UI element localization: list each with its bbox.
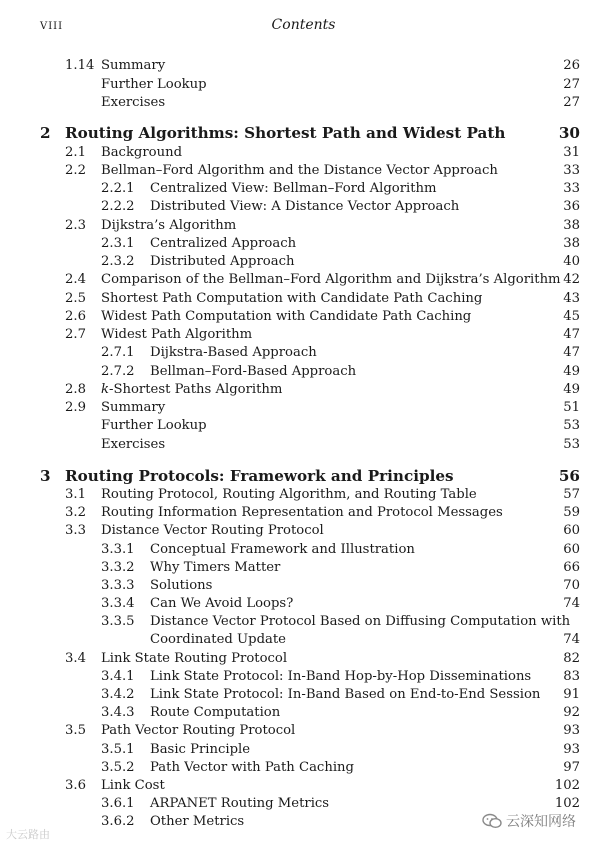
toc-row	[0, 235, 607, 253]
toc-page-number: 33	[563, 181, 580, 196]
toc-title: Why Timers Matter	[150, 560, 281, 575]
toc-page-number: 83	[563, 669, 580, 684]
toc-page-number: 82	[563, 651, 580, 666]
toc-page-number: 40	[563, 254, 580, 269]
toc-row	[0, 722, 607, 740]
toc-title: Can We Avoid Loops?	[150, 596, 294, 611]
toc-row	[0, 741, 607, 759]
toc-row	[0, 504, 607, 522]
toc-title: Link State Protocol: In-Band Based on End-to-End Session	[150, 687, 541, 702]
toc-row	[0, 308, 607, 326]
toc-page-number: 93	[563, 742, 580, 757]
toc-title: Bellman–Ford Algorithm and the Distance Vector Approach	[101, 163, 498, 178]
toc-page-number: 57	[563, 487, 580, 502]
toc-page-number: 60	[563, 542, 580, 557]
toc-page-number: 93	[563, 723, 580, 738]
toc-number: 3.5.2	[101, 760, 135, 775]
toc-row	[0, 486, 607, 504]
toc-page-number: 74	[563, 632, 580, 647]
toc-row	[0, 76, 607, 94]
toc-row	[0, 290, 607, 308]
toc-page-number: 49	[563, 364, 580, 379]
toc-row	[0, 541, 607, 559]
running-title: Contents	[271, 17, 336, 33]
toc-title: ARPANET Routing Metrics	[150, 796, 330, 811]
toc-number: 3.3.4	[101, 596, 135, 611]
toc-number: 2.3	[65, 218, 86, 233]
toc-row	[0, 363, 607, 381]
toc-number: 3.6.1	[101, 796, 135, 811]
toc-number: 3.4.2	[101, 687, 135, 702]
toc-row	[0, 180, 607, 198]
toc-page-number: 38	[563, 236, 580, 251]
toc-page-number: 97	[563, 760, 580, 775]
toc-row	[0, 704, 607, 722]
toc-page-number: 53	[563, 418, 580, 433]
toc-number: 3.4.1	[101, 669, 135, 684]
toc-number: 3.3.1	[101, 542, 135, 557]
toc-number: 3.3.5	[101, 614, 135, 629]
toc-row	[0, 613, 607, 631]
toc-page-number: 27	[563, 95, 580, 110]
toc-number: 3.2	[65, 505, 86, 520]
toc-number: 2.3.1	[101, 236, 135, 251]
toc-title: Routing Protocols: Framework and Principles	[65, 467, 454, 485]
toc-title: Distributed Approach	[150, 254, 295, 269]
toc-page-number: 51	[563, 400, 580, 415]
wechat-icon	[482, 813, 502, 829]
toc-title: Summary	[101, 58, 166, 73]
watermark-right-text: 云深知网络	[506, 814, 576, 830]
toc-number: 2.9	[65, 400, 86, 415]
toc-page-number: 49	[563, 382, 580, 397]
toc-number: 1.14	[65, 58, 95, 73]
toc-number: 3.6.2	[101, 814, 135, 829]
toc-page-number: 56	[558, 467, 580, 485]
toc-number: 3.3.3	[101, 578, 135, 593]
toc-number: 3.5.1	[101, 742, 135, 757]
toc-title: Basic Principle	[150, 742, 251, 757]
toc-page-number: 38	[563, 218, 580, 233]
toc-number: 3.5	[65, 723, 86, 738]
toc-title: Widest Path Algorithm	[101, 327, 253, 342]
toc-number: 3.1	[65, 487, 86, 502]
toc-title: Coordinated Update	[150, 632, 286, 647]
toc-row	[0, 271, 607, 289]
toc-page-number: 47	[563, 345, 580, 360]
toc-title: Widest Path Computation with Candidate Path Caching	[101, 309, 472, 324]
toc-row	[0, 162, 607, 180]
toc-number: 3.6	[65, 778, 86, 793]
watermark-right	[482, 811, 576, 831]
toc-title: Link Cost	[101, 778, 165, 793]
toc-page-number: 59	[563, 505, 580, 520]
toc-title: Conceptual Framework and Illustration	[150, 542, 415, 557]
toc-page-number: 33	[563, 163, 580, 178]
toc-title: Distributed View: A Distance Vector Approach	[150, 199, 460, 214]
toc-page-number: 74	[563, 596, 580, 611]
toc-title: Exercises	[101, 437, 166, 452]
toc-page-number: 60	[563, 523, 580, 538]
toc-row	[0, 522, 607, 540]
toc-number: 2.2	[65, 163, 86, 178]
toc-row	[0, 650, 607, 668]
toc-row	[0, 326, 607, 344]
toc-title: Routing Protocol, Routing Algorithm, and Routing Table	[101, 487, 477, 502]
toc-title: k-Shortest Paths Algorithm	[101, 382, 283, 397]
toc-row	[0, 631, 607, 649]
toc-page-number: 31	[563, 145, 580, 160]
toc-number: 2.2.2	[101, 199, 135, 214]
toc-title: Dijkstra’s Algorithm	[101, 218, 237, 233]
toc-row	[0, 436, 607, 454]
toc-page-number: 53	[563, 437, 580, 452]
toc-row	[0, 381, 607, 399]
toc-number: 3.3.2	[101, 560, 135, 575]
toc-row	[0, 668, 607, 686]
toc-page-number: 102	[554, 778, 580, 793]
toc-number: 2.7.1	[101, 345, 135, 360]
toc-title: Further Lookup	[101, 77, 207, 92]
toc-number: 2.2.1	[101, 181, 135, 196]
toc-row	[0, 417, 607, 435]
toc-title: Routing Information Representation and Protocol Messages	[101, 505, 503, 520]
toc-page-number: 30	[558, 124, 580, 142]
toc-page-number: 27	[563, 77, 580, 92]
toc-title: Background	[101, 145, 183, 160]
toc-title: Centralized Approach	[150, 236, 297, 251]
toc-number: 2	[40, 124, 51, 142]
toc-page-number: 92	[563, 705, 580, 720]
toc-number: 2.7.2	[101, 364, 135, 379]
toc-row	[0, 57, 607, 75]
toc-number: 3.4.3	[101, 705, 135, 720]
toc-page-number: 102	[554, 796, 580, 811]
toc-title: Link State Protocol: In-Band Hop-by-Hop Disseminations	[150, 669, 532, 684]
watermark-left: 大云路由	[6, 828, 50, 841]
toc-title: Summary	[101, 400, 166, 415]
toc-title: Solutions	[150, 578, 213, 593]
toc-title: Centralized View: Bellman–Ford Algorithm	[150, 181, 437, 196]
toc-chapter-row	[0, 123, 607, 143]
toc-row	[0, 94, 607, 112]
toc-number: 2.3.2	[101, 254, 135, 269]
toc-title: Further Lookup	[101, 418, 207, 433]
toc-number: 2.6	[65, 309, 86, 324]
toc-row	[0, 595, 607, 613]
toc-title: Route Computation	[150, 705, 281, 720]
toc-row	[0, 253, 607, 271]
toc-row	[0, 686, 607, 704]
toc-page-number: 47	[563, 327, 580, 342]
toc-number: 2.7	[65, 327, 86, 342]
toc-row	[0, 144, 607, 162]
toc-title: Path Vector with Path Caching	[150, 760, 354, 775]
toc-row	[0, 759, 607, 777]
page-number: viii	[40, 17, 64, 33]
toc-number: 2.5	[65, 291, 86, 306]
toc-title: Distance Vector Routing Protocol	[101, 523, 324, 538]
toc-title: Link State Routing Protocol	[101, 651, 288, 666]
toc-page-number: 66	[563, 560, 580, 575]
toc-row	[0, 559, 607, 577]
toc-row	[0, 217, 607, 235]
toc-title: Dijkstra-Based Approach	[150, 345, 317, 360]
toc-title: Exercises	[101, 95, 166, 110]
toc-page-number: 70	[563, 578, 580, 593]
toc-number: 3.4	[65, 651, 86, 666]
toc-page-number: 26	[563, 58, 580, 73]
toc-row	[0, 344, 607, 362]
toc-number: 3.3	[65, 523, 86, 538]
toc-page-number: 91	[563, 687, 580, 702]
toc-row	[0, 399, 607, 417]
toc-chapter-row	[0, 466, 607, 486]
toc-title: Distance Vector Protocol Based on Diffusing Computation with	[150, 614, 571, 629]
toc-title: Bellman–Ford-Based Approach	[150, 364, 357, 379]
toc-title: Routing Algorithms: Shortest Path and Widest Path	[65, 124, 506, 142]
toc-page-number: 43	[563, 291, 580, 306]
toc-title: Comparison of the Bellman–Ford Algorithm and Dijkstra’s Algorithm	[101, 272, 561, 287]
toc-row	[0, 198, 607, 216]
toc-number: 3	[40, 467, 51, 485]
toc-row	[0, 577, 607, 595]
toc-title: Path Vector Routing Protocol	[101, 723, 296, 738]
toc-page-number: 45	[563, 309, 580, 324]
toc-number: 2.1	[65, 145, 86, 160]
toc-page-number: 42	[563, 272, 580, 287]
toc-number: 2.4	[65, 272, 86, 287]
toc-number: 2.8	[65, 382, 86, 397]
toc-title: Other Metrics	[150, 814, 245, 829]
toc-page-number: 36	[563, 199, 580, 214]
toc-row	[0, 777, 607, 795]
toc-title: Shortest Path Computation with Candidate Path Caching	[101, 291, 483, 306]
